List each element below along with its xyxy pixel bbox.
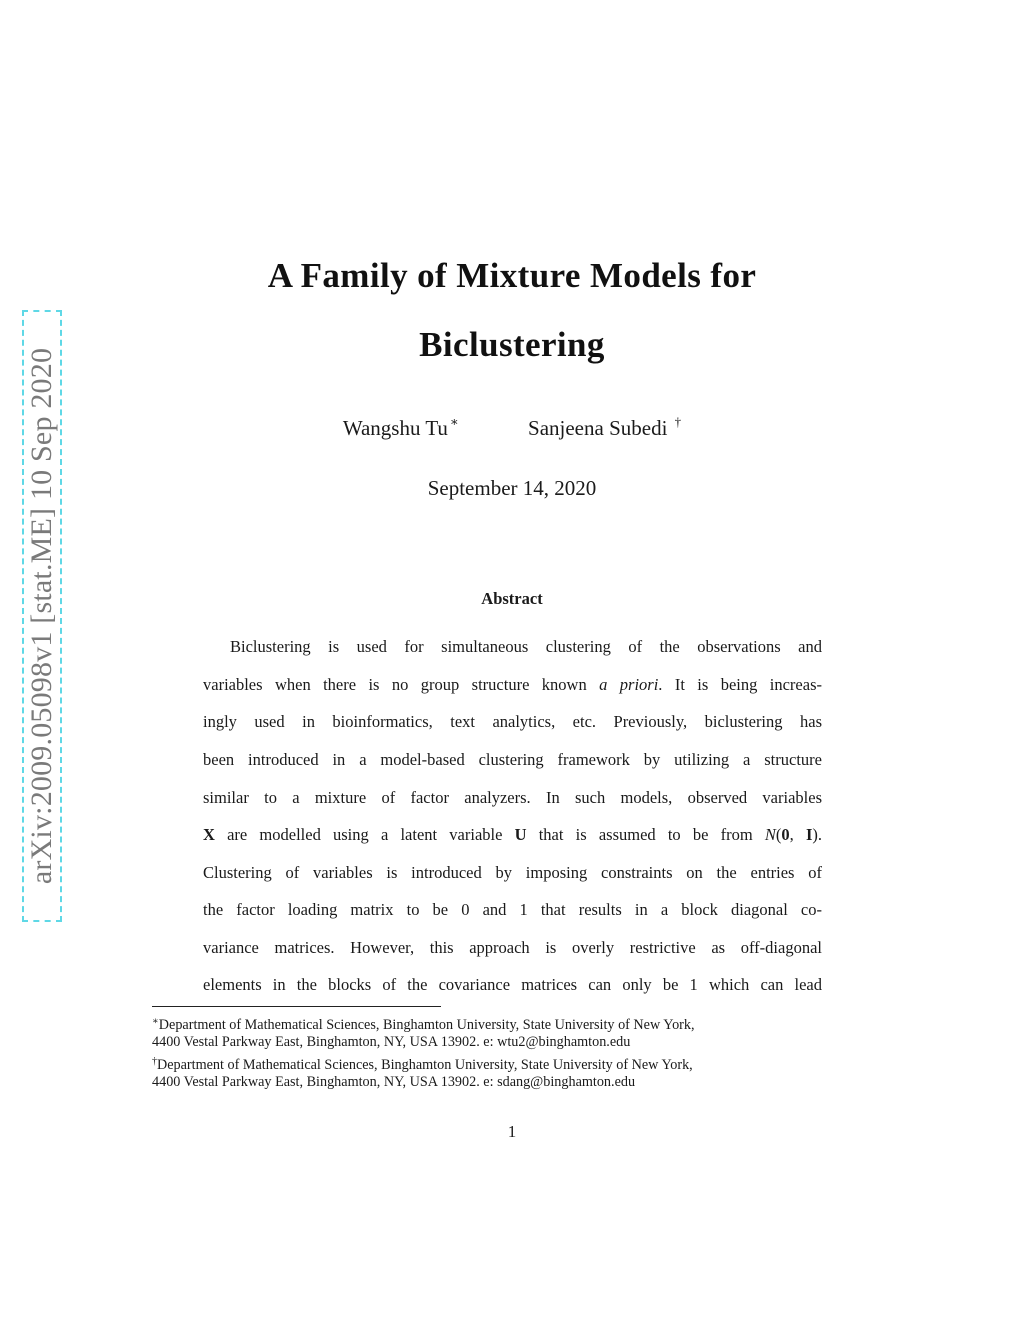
symbol-u: U [514,825,527,844]
footnote-1-mark: ∗ [152,1016,159,1027]
arxiv-stamp [22,310,62,922]
abstract-line-10: elements in the blocks of the covariance matrices can only be 1 which can lead [203,975,822,994]
footnote-1-line-2: 4400 Vestal Parkway East, Binghamton, NY, USA 13902. e: wtu2@binghamton.edu [152,1034,631,1050]
symbol-zero: 0 [781,825,790,844]
abstract-line-6 [203,825,822,845]
footnote-1-text-1: Department of Mathematical Sciences, Binghamton University, State University of New York, [158,1017,695,1033]
abstract-line-6-b: are modelled using a latent variable [214,825,515,844]
paper-date: September 14, 2020 [427,476,597,500]
abstract-line-9: variance matrices. However, this approach is overly restrictive as off-diagonal [203,938,822,957]
footnote-rule [152,1006,441,1007]
abstract-a-priori: a priori [599,675,659,694]
footnote-2-mark: † [152,1056,157,1067]
paren-open: ( [775,825,782,844]
abstract-line-7: Clustering of variables is introduced by imposing constraints on the entries of [203,863,822,882]
author-1-name: Wangshu Tu [342,416,448,440]
arxiv-id: arXiv:2009.05098v1 [stat.ME] 10 Sep 2020 [25,347,58,885]
abstract-line-6-d: that is assumed to be from [526,825,765,844]
page-number: 1 [507,1122,517,1141]
paren-close: ). [812,825,822,844]
author-list [0,414,1024,441]
paper-title-line-2: Biclustering [419,325,605,364]
abstract-line-3: ingly used in bioinformatics, text analytics, etc. Previously, biclustering has [203,712,822,731]
author-2 [528,414,681,441]
footnote-2-line-2: 4400 Vestal Parkway East, Binghamton, NY, USA 13902. e: sdang@binghamton.edu [152,1074,636,1090]
symbol-n: N [764,825,776,844]
abstract-line-2 [203,675,822,695]
abstract-line-8: the factor loading matrix to be 0 and 1 that results in a block diagonal co- [203,900,822,919]
abstract-heading: Abstract [481,589,543,608]
symbol-x: X [203,825,215,844]
paper-title-line-1: A Family of Mixture Models for [267,256,757,295]
footnote-2-text-1: Department of Mathematical Sciences, Binghamton University, State University of New York, [157,1057,693,1073]
author-1-mark: ∗ [449,414,459,429]
abstract-line-1: Biclustering is used for simultaneous clustering of the observations and [230,637,822,656]
symbol-identity: I [805,825,813,844]
comma: , [789,825,806,844]
abstract-line-4: been introduced in a model-based clustering framework by utilizing a structure [203,750,822,769]
author-1 [343,414,459,441]
author-2-mark: † [674,414,682,429]
abstract-line-2-a: variables when there is no group structure known [203,675,600,694]
abstract-line-2-c: . It is being increas- [658,675,822,694]
author-2-name: Sanjeena Subedi [528,416,668,440]
abstract-line-5: similar to a mixture of factor analyzers. In such models, observed variables [203,788,822,807]
